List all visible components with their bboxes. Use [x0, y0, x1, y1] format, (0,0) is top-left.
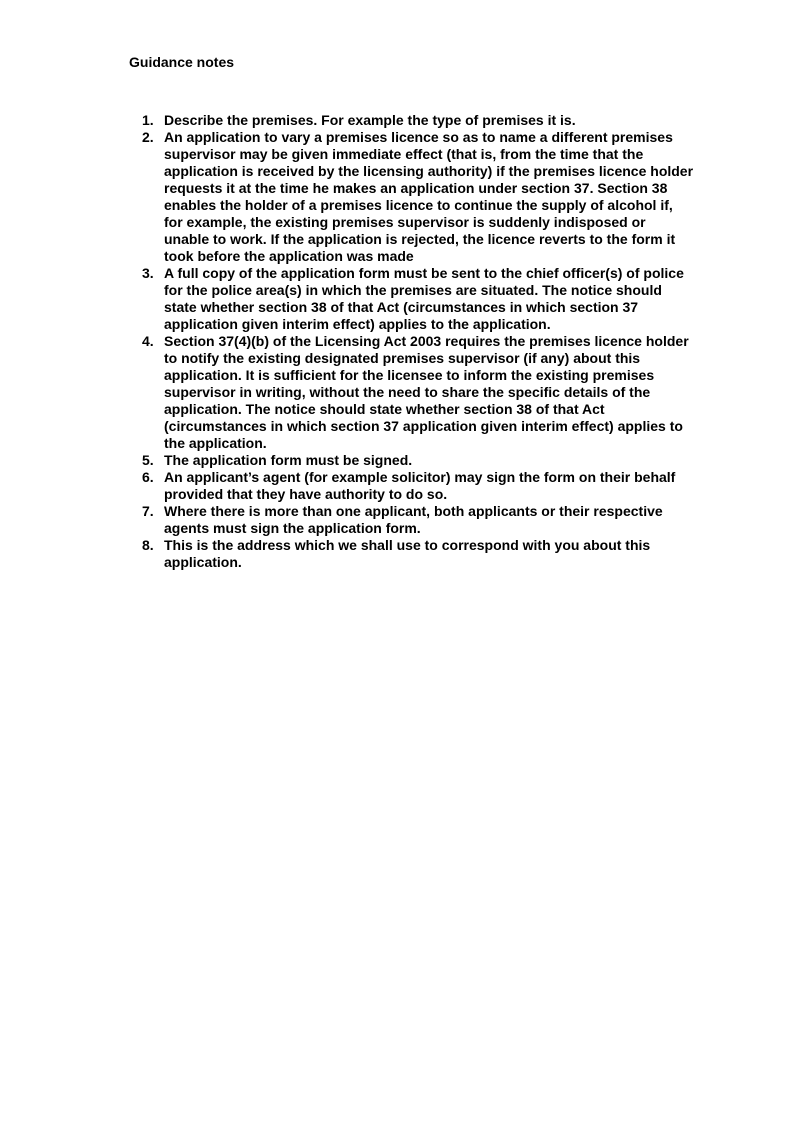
note-text: Where there is more than one applicant, both applicants or their respective agents must sign the application form. [164, 503, 663, 536]
guidance-note-1 [129, 112, 694, 129]
note-number: 2. [142, 129, 154, 145]
page-heading: Guidance notes [129, 54, 235, 70]
guidance-note-8 [129, 537, 694, 571]
note-text: The application form must be signed. [164, 452, 413, 468]
note-number: 8. [142, 537, 154, 553]
guidance-note-5 [129, 452, 694, 469]
note-number: 5. [142, 452, 154, 468]
note-text: Section 37(4)(b) of the Licensing Act 2003 requires the premises licence holder to notify the existing designated premises supervisor (if any) about this application. It is sufficient for the licensee to inform the existing premises supervisor in writing, without the need to share the specific details of the application. The notice should state whether section 38 of that Act (circumstances in which section 37 application given interim effect) applies to the application. [164, 333, 689, 451]
note-number: 4. [142, 333, 154, 349]
note-text: Describe the premises. For example the type of premises it is. [164, 112, 576, 128]
note-text: An application to vary a premises licence so as to name a different premises supervisor may be given immediate effect (that is, from the time that the application is received by the licensing authority) if the premises licence holder requests it at the time he makes an application under section 37. Section 38 enables the holder of a premises licence to continue the supply of alcohol if, for example, the existing premises supervisor is suddenly indisposed or unable to work. If the application is rejected, the licence reverts to the form it took before the application was made [164, 129, 694, 264]
note-number: 3. [142, 265, 154, 281]
guidance-note-6 [129, 469, 694, 503]
guidance-note-3 [129, 265, 694, 333]
guidance-note-7 [129, 503, 694, 537]
note-number: 7. [142, 503, 154, 519]
note-text: A full copy of the application form must be sent to the chief officer(s) of police for the police area(s) in which the premises are situated. The notice should state whether section 38 of that Act (circumstances in which section 37 application given interim effect) applies to the application. [164, 265, 684, 332]
note-number: 6. [142, 469, 154, 485]
guidance-notes-list [129, 112, 694, 571]
note-number: 1. [142, 112, 154, 128]
note-text: An applicant’s agent (for example solicitor) may sign the form on their behalf provided that they have authority to do so. [164, 469, 676, 502]
guidance-note-2 [129, 129, 694, 265]
guidance-note-4 [129, 333, 694, 452]
note-text: This is the address which we shall use to correspond with you about this application. [164, 537, 651, 570]
